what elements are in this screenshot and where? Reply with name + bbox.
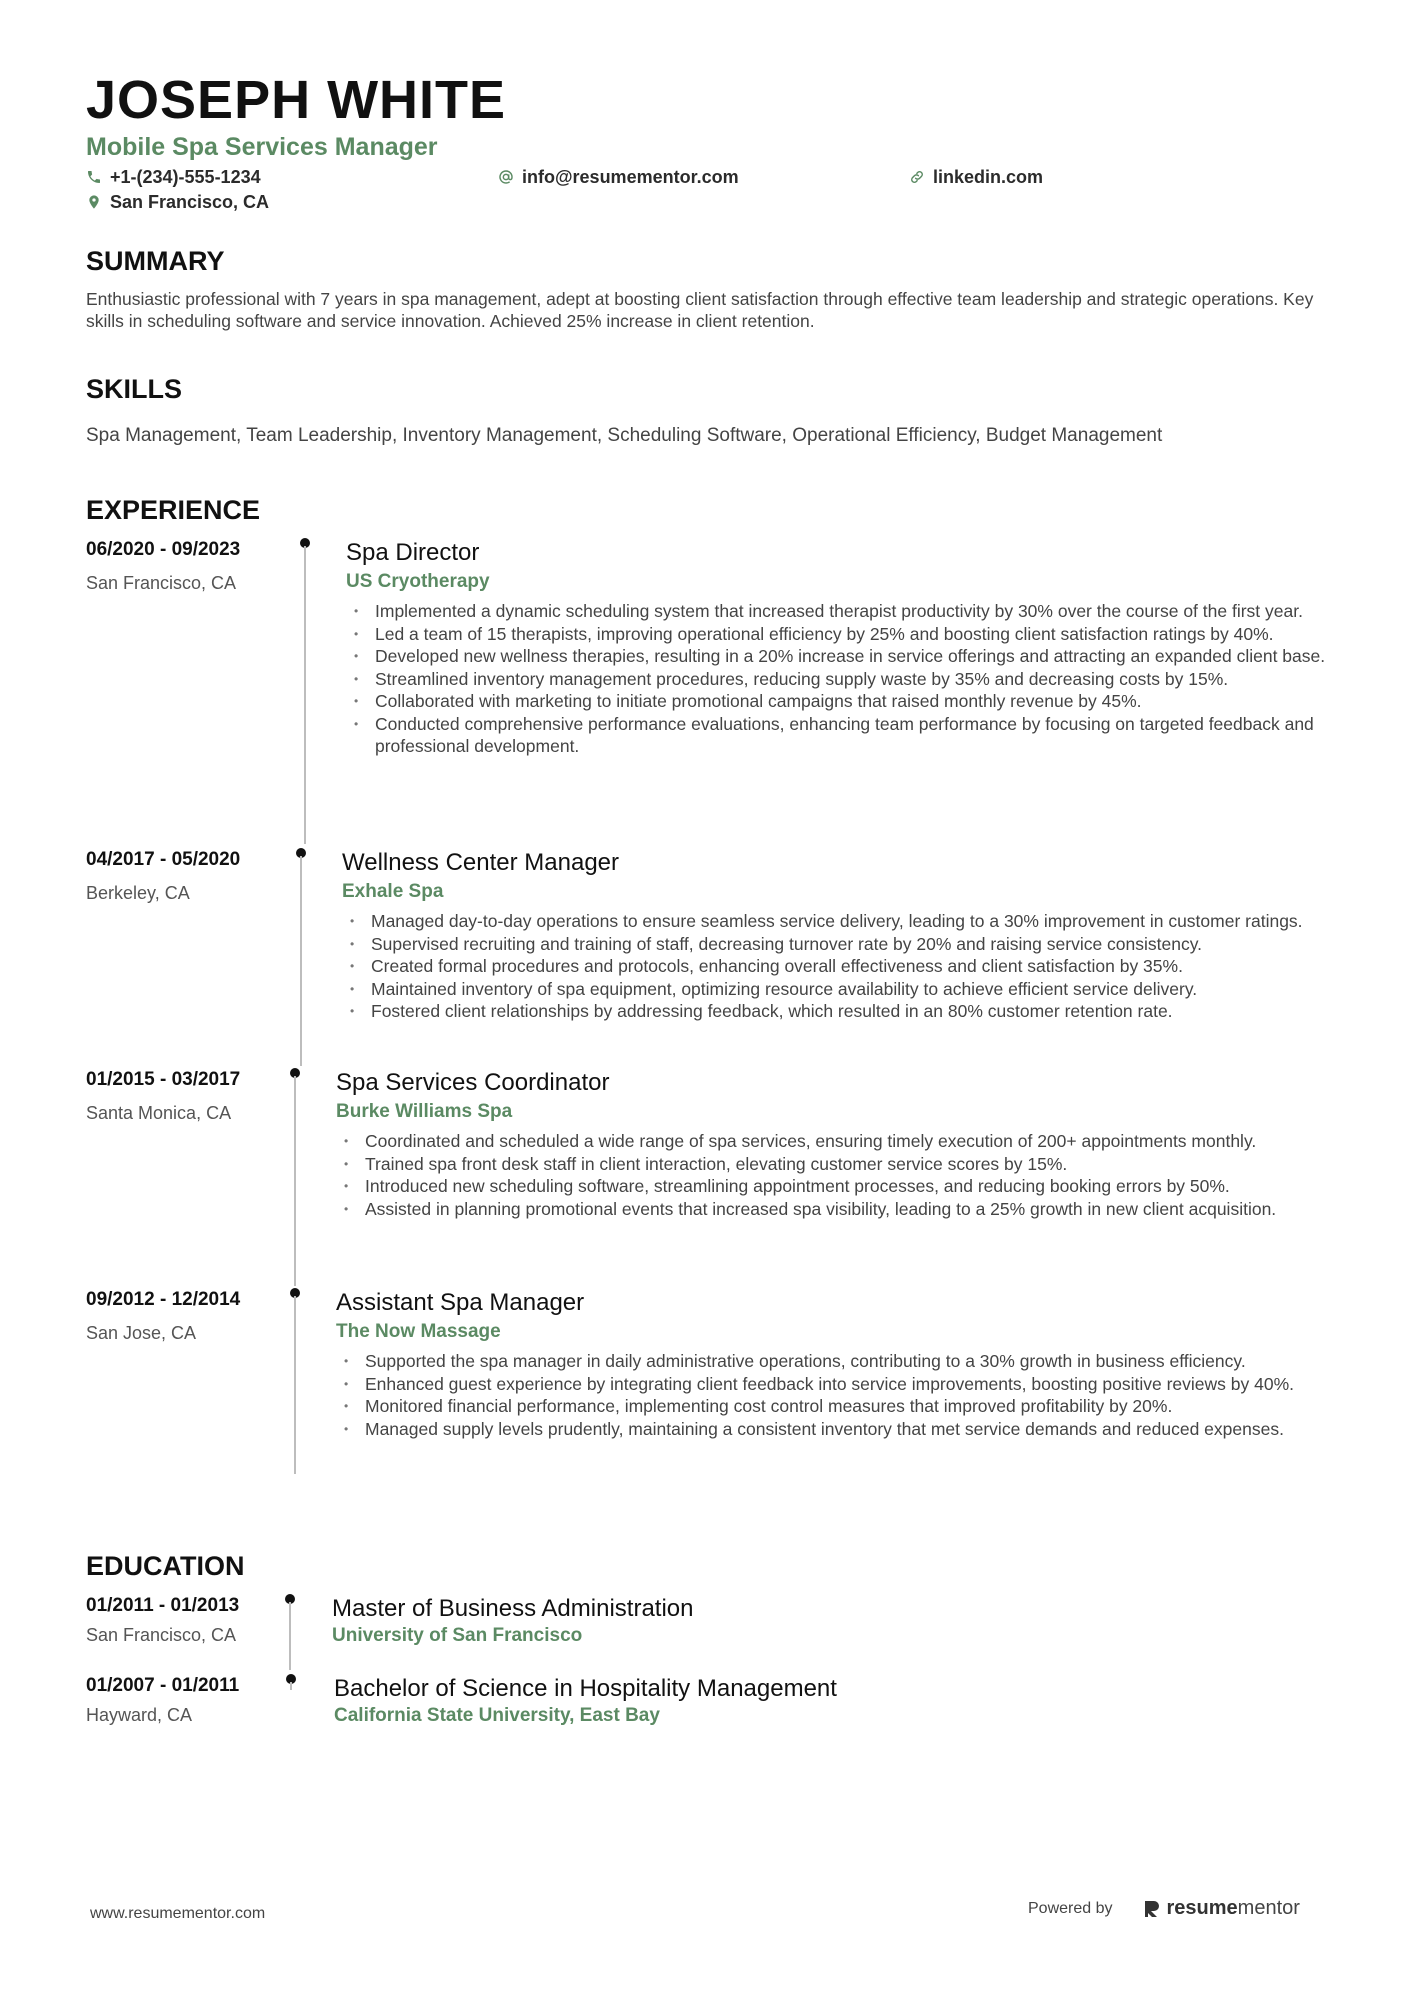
bullet-item: • Trained spa front desk staff in client interaction, elevating customer service scores by 15%. <box>336 1153 1326 1176</box>
education-content <box>332 1594 1322 1648</box>
experience-company: The Now Massage <box>336 1321 501 1342</box>
experience-location: Berkeley, CA <box>86 883 190 903</box>
experience-content <box>346 538 1326 758</box>
brand-logo[interactable] <box>1143 1897 1300 1920</box>
education-content <box>334 1674 1324 1728</box>
candidate-name: JOSEPH WHITE <box>86 70 507 130</box>
footer-website[interactable]: www.resumementor.com <box>90 1905 266 1922</box>
brand-light: mentor <box>1237 1897 1300 1919</box>
bullet-item: • Collaborated with marketing to initiate promotional campaigns that raised monthly revenue by 45%. <box>346 690 1326 713</box>
timeline-line <box>304 546 306 844</box>
timeline-line <box>294 1076 296 1286</box>
education-degree: Master of Business Administration <box>332 1595 694 1622</box>
contact-website[interactable] <box>909 166 1043 188</box>
experience-role: Wellness Center Manager <box>342 849 620 876</box>
bullet-item: • Managed supply levels prudently, maintaining a consistent inventory that met service demands and reduced expenses. <box>336 1418 1326 1441</box>
experience-content <box>336 1288 1326 1440</box>
experience-role: Assistant Spa Manager <box>336 1289 585 1316</box>
education-degree: Bachelor of Science in Hospitality Management <box>334 1675 837 1702</box>
education-heading: EDUCATION <box>86 1551 245 1581</box>
powered-by-text: Powered by <box>1028 1899 1113 1917</box>
experience-content <box>336 1068 1326 1220</box>
bullet-item: • Enhanced guest experience by integrating client feedback into service improvements, boosting positive reviews by 40%. <box>336 1373 1326 1396</box>
bullet-item: • Supported the spa manager in daily administrative operations, contributing to a 30% growth in business efficiency. <box>336 1350 1326 1373</box>
education-dates: 01/2011 - 01/2013 <box>86 1595 240 1616</box>
bullet-item: • Created formal procedures and protocols, enhancing overall effectiveness and client satisfaction by 35%. <box>342 955 1326 978</box>
at-icon <box>498 169 514 185</box>
bullet-item: • Maintained inventory of spa equipment, optimizing resource availability to achieve efficient service delivery. <box>342 978 1326 1001</box>
bullet-item: • Implemented a dynamic scheduling system that increased therapist productivity by 30% over the course of the first year. <box>346 600 1326 623</box>
education-school: University of San Francisco <box>332 1625 583 1646</box>
summary-heading: SUMMARY <box>86 246 225 276</box>
bullet-item: • Led a team of 15 therapists, improving operational efficiency by 25% and boosting client satisfaction ratings by 40%. <box>346 623 1326 646</box>
skills-heading: SKILLS <box>86 374 183 404</box>
experience-location: San Francisco, CA <box>86 573 237 593</box>
experience-company: Exhale Spa <box>342 881 444 902</box>
bullet-item: • Monitored financial performance, implementing cost control measures that improved profitability by 20%. <box>336 1395 1326 1418</box>
resumementor-logo-icon <box>1143 1899 1161 1919</box>
candidate-title: Mobile Spa Services Manager <box>86 133 438 161</box>
website-text[interactable]: linkedin.com <box>933 167 1044 187</box>
education-location: Hayward, CA <box>86 1705 193 1725</box>
timeline-line <box>290 1682 292 1690</box>
timeline-line <box>294 1296 296 1474</box>
email-text[interactable]: info@resumementor.com <box>522 167 739 187</box>
contact-phone <box>86 166 261 188</box>
education-dates: 01/2007 - 01/2011 <box>86 1675 240 1696</box>
timeline-line <box>289 1602 291 1670</box>
bullet-item: • Developed new wellness therapies, resulting in a 20% increase in service offerings and attracting an expanded client base. <box>346 645 1326 668</box>
experience-dates: 01/2015 - 03/2017 <box>86 1069 241 1090</box>
link-icon <box>909 169 925 185</box>
bullet-item: • Introduced new scheduling software, streamlining appointment processes, and reducing booking errors by 50%. <box>336 1175 1326 1198</box>
footer-brand-block <box>1028 1897 1300 1920</box>
experience-location: San Jose, CA <box>86 1323 197 1343</box>
experience-bullets <box>342 910 1326 1023</box>
bullet-item: • Fostered client relationships by addressing feedback, which resulted in an 80% customer retention rate. <box>342 1000 1326 1023</box>
experience-dates: 06/2020 - 09/2023 <box>86 539 241 560</box>
experience-company: Burke Williams Spa <box>336 1101 513 1122</box>
location-text: San Francisco, CA <box>110 192 270 212</box>
experience-dates: 04/2017 - 05/2020 <box>86 849 241 870</box>
experience-content <box>342 848 1326 1023</box>
experience-dates: 09/2012 - 12/2014 <box>86 1289 241 1310</box>
contact-location <box>86 191 269 213</box>
skills-text: Spa Management, Team Leadership, Inventory Management, Scheduling Software, Operational Efficiency, Budget Management <box>86 425 1163 446</box>
experience-bullets <box>346 600 1326 758</box>
brand-bold: resume <box>1166 1897 1238 1919</box>
experience-company: US Cryotherapy <box>346 571 490 592</box>
experience-bullets <box>336 1350 1326 1440</box>
experience-bullets <box>336 1130 1326 1220</box>
location-pin-icon <box>86 194 102 210</box>
bullet-item: • Assisted in planning promotional events that increased spa visibility, leading to a 25% growth in new client acquisition. <box>336 1198 1326 1221</box>
experience-role: Spa Services Coordinator <box>336 1069 610 1096</box>
experience-role: Spa Director <box>346 539 480 566</box>
timeline-line <box>300 856 302 1066</box>
bullet-item: • Streamlined inventory management procedures, reducing supply waste by 35% and decreasing costs by 15%. <box>346 668 1326 691</box>
summary-text: Enthusiastic professional with 7 years in spa management, adept at boosting client satisfaction through effective team leadership and strategic operations. Key skills in scheduling software and service innovation. Achieved 25% increase in client retention. <box>86 289 1314 331</box>
bullet-item: • Conducted comprehensive performance evaluations, enhancing team performance by focusing on targeted feedback and professional development. <box>346 713 1326 758</box>
phone-icon <box>86 169 102 185</box>
experience-heading: EXPERIENCE <box>86 495 261 525</box>
bullet-item: • Managed day-to-day operations to ensure seamless service delivery, leading to a 30% improvement in customer ratings. <box>342 910 1326 933</box>
experience-location: Santa Monica, CA <box>86 1103 232 1123</box>
phone-text: +1-(234)-555-1234 <box>110 167 261 187</box>
bullet-item: • Coordinated and scheduled a wide range of spa services, ensuring timely execution of 200+ appointments monthly. <box>336 1130 1326 1153</box>
contact-email[interactable] <box>498 166 739 188</box>
bullet-item: • Supervised recruiting and training of staff, decreasing turnover rate by 20% and raising service consistency. <box>342 933 1326 956</box>
education-school: California State University, East Bay <box>334 1705 660 1726</box>
education-location: San Francisco, CA <box>86 1625 237 1645</box>
